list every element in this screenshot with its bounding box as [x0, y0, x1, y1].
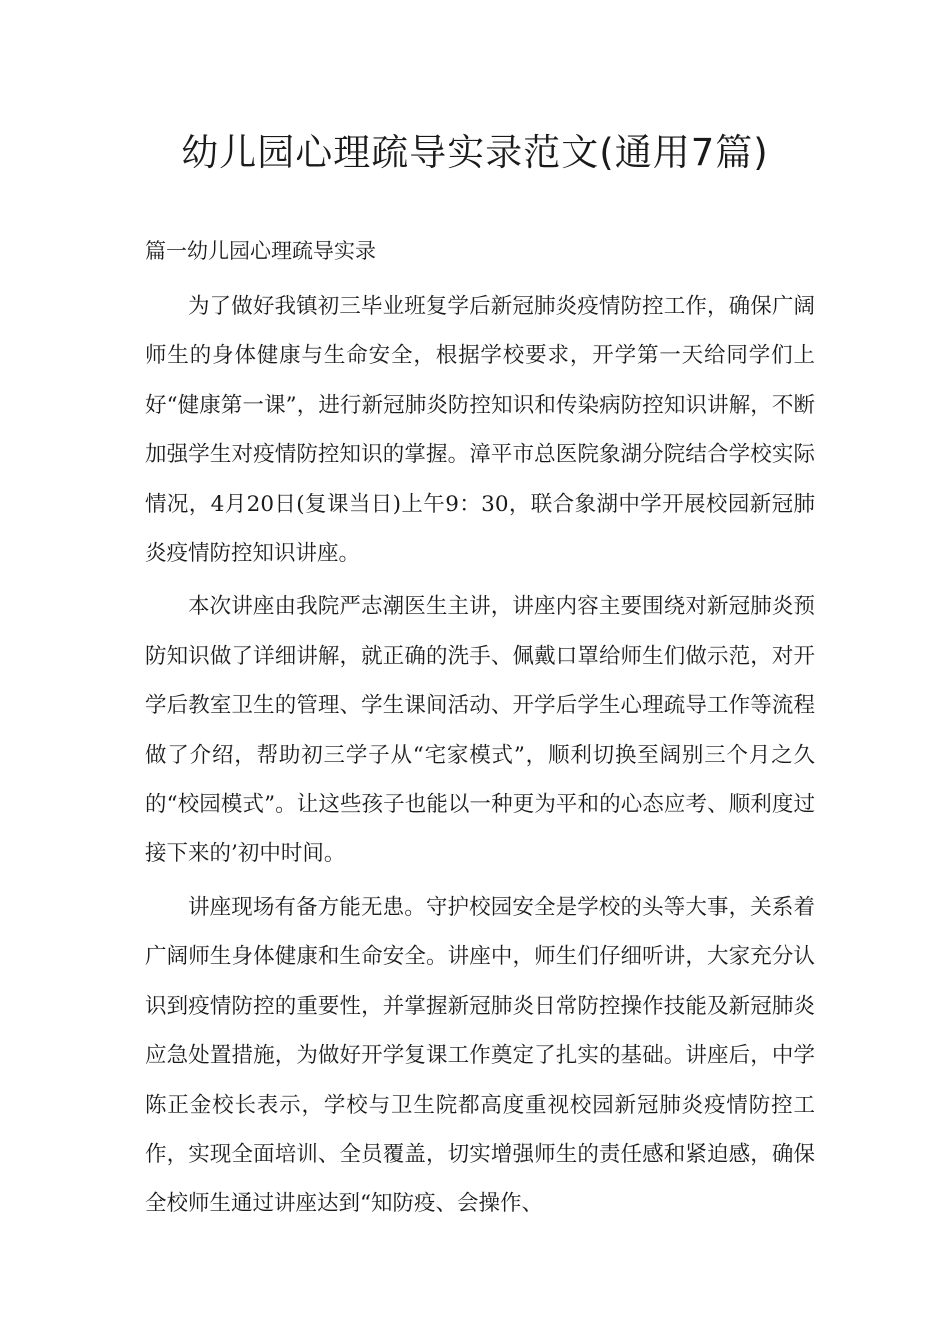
- document-body: [145, 282, 815, 1233]
- section-heading: 篇一幼儿园心理疏导实录: [145, 239, 376, 263]
- paragraph-3: 讲座现场有备方能无患。守护校园安全是学校的头等大事，关系着广阔师生身体健康和生命安全。讲座中，师生们仔细听讲，大家充分认识到疫情防控的重要性，并掌握新冠肺炎日常防控操作技能及新冠肺炎应急处置措施，为做好开学复课工作奠定了扎实的基础。讲座后，中学陈正金校长表示，学校与卫生院都高度重视校园新冠肺炎疫情防控工作，实现全面培训、全员覆盖，切实增强师生的责任感和紧迫感，确保全校师生通过讲座达到“知防疫、会操作、: [145, 894, 815, 1217]
- document-title: 幼儿园心理疏导实录范文(通用7篇): [181, 131, 769, 174]
- paragraph-1: 为了做好我镇初三毕业班复学后新冠肺炎疫情防控工作，确保广阔师生的身体健康与生命安全，根据学校要求，开学第一天给同学们上好“健康第一课”，进行新冠肺炎防控知识和传染病防控知识讲解，不断加强学生对疫情防控知识的掌握。漳平市总医院象湖分院结合学校实际情况，4月20日(复课当日)上午9：30，联合象湖中学开展校园新冠肺炎疫情防控知识讲座。: [145, 294, 815, 567]
- paragraph-2: 本次讲座由我院严志潮医生主讲，讲座内容主要围绕对新冠肺炎预防知识做了详细讲解，就正确的洗手、佩戴口罩给师生们做示范，对开学后教室卫生的管理、学生课间活动、开学后学生心理疏导工作等流程做了介绍，帮助初三学子从“宅家模式”，顺利切换至阔别三个月之久的“校园模式”。让这些孩子也能以一种更为平和的心态应考、顺利度过接下来的’初中时间。: [145, 594, 815, 867]
